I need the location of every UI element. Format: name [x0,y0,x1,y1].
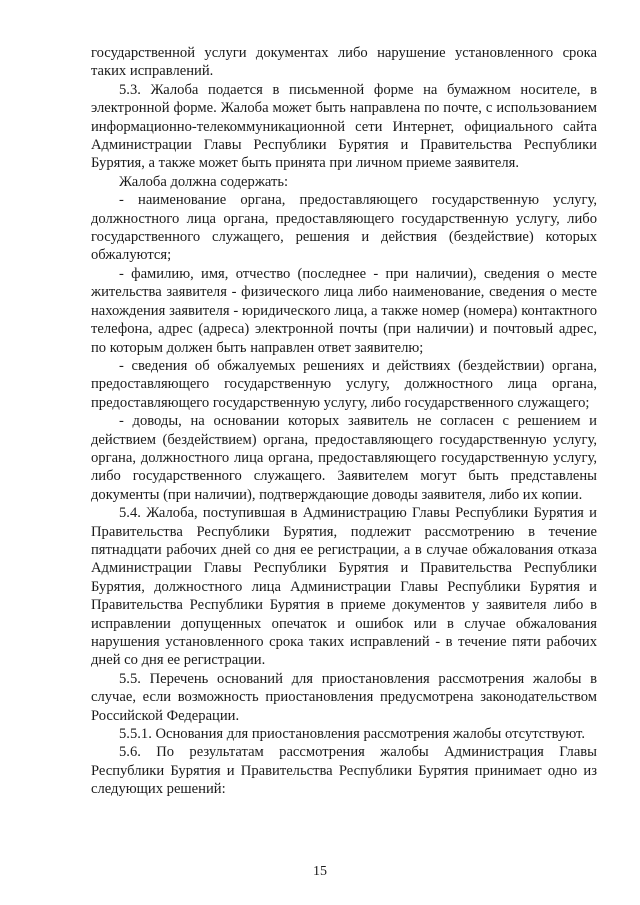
paragraph-continuation: государственной услуги документах либо нарушение установленного срока таких исправлений. [91,45,597,80]
paragraph-5-4: 5.4. Жалоба, поступившая в Администрацию Главы Республики Бурятия и Правительства Республики Бурятия, подлежит рассмотрению в течение пятнадцати рабочих дней со дня ее регистрации, а в случае обжалования отказа Администрации Главы Республики Бурятия и Правительства Республики Бурятия, должностного лица Администрации Главы Республики Бурятия и Правительства Республики Бурятия в приеме документов у заявителя либо в исправлении допущенных опечаток и ошибок или в случае обжалования нарушения установленного срока таких исправлений - в течение пяти рабочих дней со дня ее регистрации. [91,505,597,669]
paragraph-complaint-contents: Жалоба должна содержать: [119,173,289,190]
list-item-organ-name: - наименование органа, предоставляющего государственную услугу, должностного лица органа, предоставляющего государственную услугу, либо государственного служащего, решения и действия (бездействие) которых обжалуются; [91,192,597,264]
paragraph-5-5-1: 5.5.1. Основания для приостановления рассмотрения жалобы отсутствуют. [119,726,585,743]
page-number: 15 [313,864,327,879]
list-item-applicant-details: - фамилию, имя, отчество (последнее - при наличии), сведения о месте жительства заявителя - физического лица либо наименование, сведения о месте нахождения заявителя - юридического лица, а также номер (номера) контактного телефона, адрес (адреса) электронной почты (при наличии) и почтовый адрес, по которым должен быть направлен ответ заявителю; [91,265,597,356]
paragraph-5-3: 5.3. Жалоба подается в письменной форме на бумажном носителе, в электронной форме. Жалоба может быть направлена по почте, с использованием информационно-телекоммуникационной сети Интернет, официального сайта Администрации Главы Республики Бурятия и Правительства Республики Бурятия, а также может быть принята при личном приеме заявителя. [91,81,597,172]
paragraph-5-5: 5.5. Перечень оснований для приостановления рассмотрения жалобы в случае, если возможность приостановления предусмотрена законодательством Российской Федерации. [91,670,597,724]
paragraph-5-6: 5.6. По результатам рассмотрения жалобы Администрация Главы Республики Бурятия и Правительства Республики Бурятия принимает одно из следующих решений: [91,744,597,798]
list-item-appealed-decisions: - сведения об обжалуемых решениях и действиях (бездействии) органа, предоставляющего государственную услугу, должностного лица органа, предоставляющего государственную услугу, либо государственного служащего; [91,357,597,411]
document-body [91,44,597,799]
list-item-arguments: - доводы, на основании которых заявитель не согласен с решением и действием (бездействием) органа, предоставляющего государственную услугу, органа, должностного лица органа, предоставляющего государственную услугу, либо государственного служащего. Заявителем могут быть представлены документы (при наличии), подтверждающие доводы заявителя, либо их копии. [91,413,597,503]
